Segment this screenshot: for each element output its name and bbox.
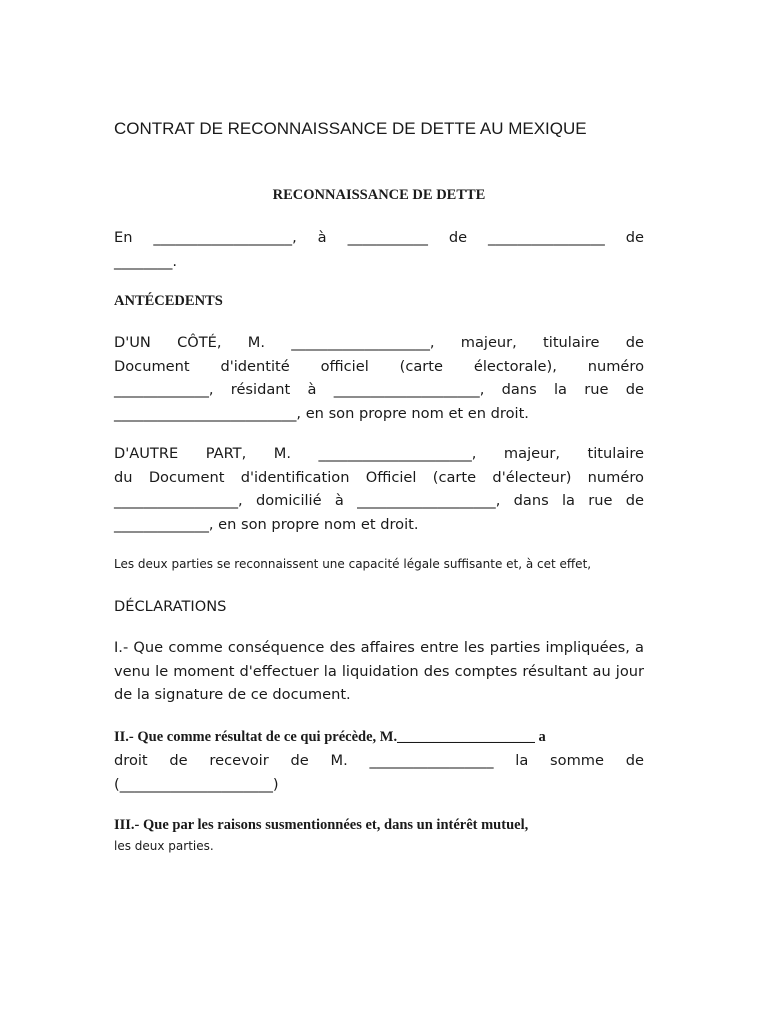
party2-paragraph [114,442,644,536]
document-title: CONTRAT DE RECONNAISSANCE DE DETTE AU MEXIQUE [114,119,587,138]
intro-line-1: En ___________________, à ___________ de ________________ de [114,229,644,246]
party2-line-3: _________________, domicilié à ___________________, dans la rue de [114,492,644,509]
party1-line-3: _____________, résidant à ____________________, dans la rue de [114,381,644,398]
decl1-line-3: de la signature de ce document. [114,686,351,703]
decl2-line-2: droit de recevoir de M. _________________ la somme de [114,752,644,769]
decl1-line-1: I.- Que comme conséquence des affaires entre les parties impliquées, a [114,639,644,656]
antecedents-heading: ANTÉCEDENTS [114,293,223,309]
party2-line-2: du Document d'identification Officiel (carte d'électeur) numéro [114,468,644,486]
capacity-text: Les deux parties se reconnaissent une capacité légale suffisante et, à cet effet, [114,557,592,571]
decl1-line-2: venu le moment d'effectuer la liquidation des comptes résultant au jour [114,662,644,680]
document-subtitle: RECONNAISSANCE DE DETTE [272,187,486,203]
party1-line-1: D'UN CÔTÉ, M. ___________________, majeur, titulaire de [114,334,644,351]
party1-line-2: Document d'identité officiel (carte électorale), numéro [114,357,644,375]
party2-line-4: _____________, en son propre nom et droit. [114,515,419,533]
party1-line-4: _________________________, en son propre nom et en droit. [114,404,529,422]
party2-line-1: D'AUTRE PART, M. _____________________, majeur, titulaire [114,445,644,462]
party1-paragraph [114,331,644,425]
decl3-bold-line: III.- Que par les raisons susmentionnées et, dans un intérêt mutuel, [114,817,529,833]
declaration-3 [114,815,644,857]
decl3-line-2: les deux parties. [114,839,214,853]
decl2-bold-line: II.- Que comme résultat de ce qui précède, M.___________________ a [114,729,546,745]
decl2-line-3: (_____________________) [114,775,279,793]
declarations-heading: DÉCLARATIONS [114,598,227,615]
declaration-2 [114,727,644,796]
intro-paragraph [114,226,644,273]
intro-line-2: ________. [114,252,178,270]
declaration-1 [114,636,644,707]
